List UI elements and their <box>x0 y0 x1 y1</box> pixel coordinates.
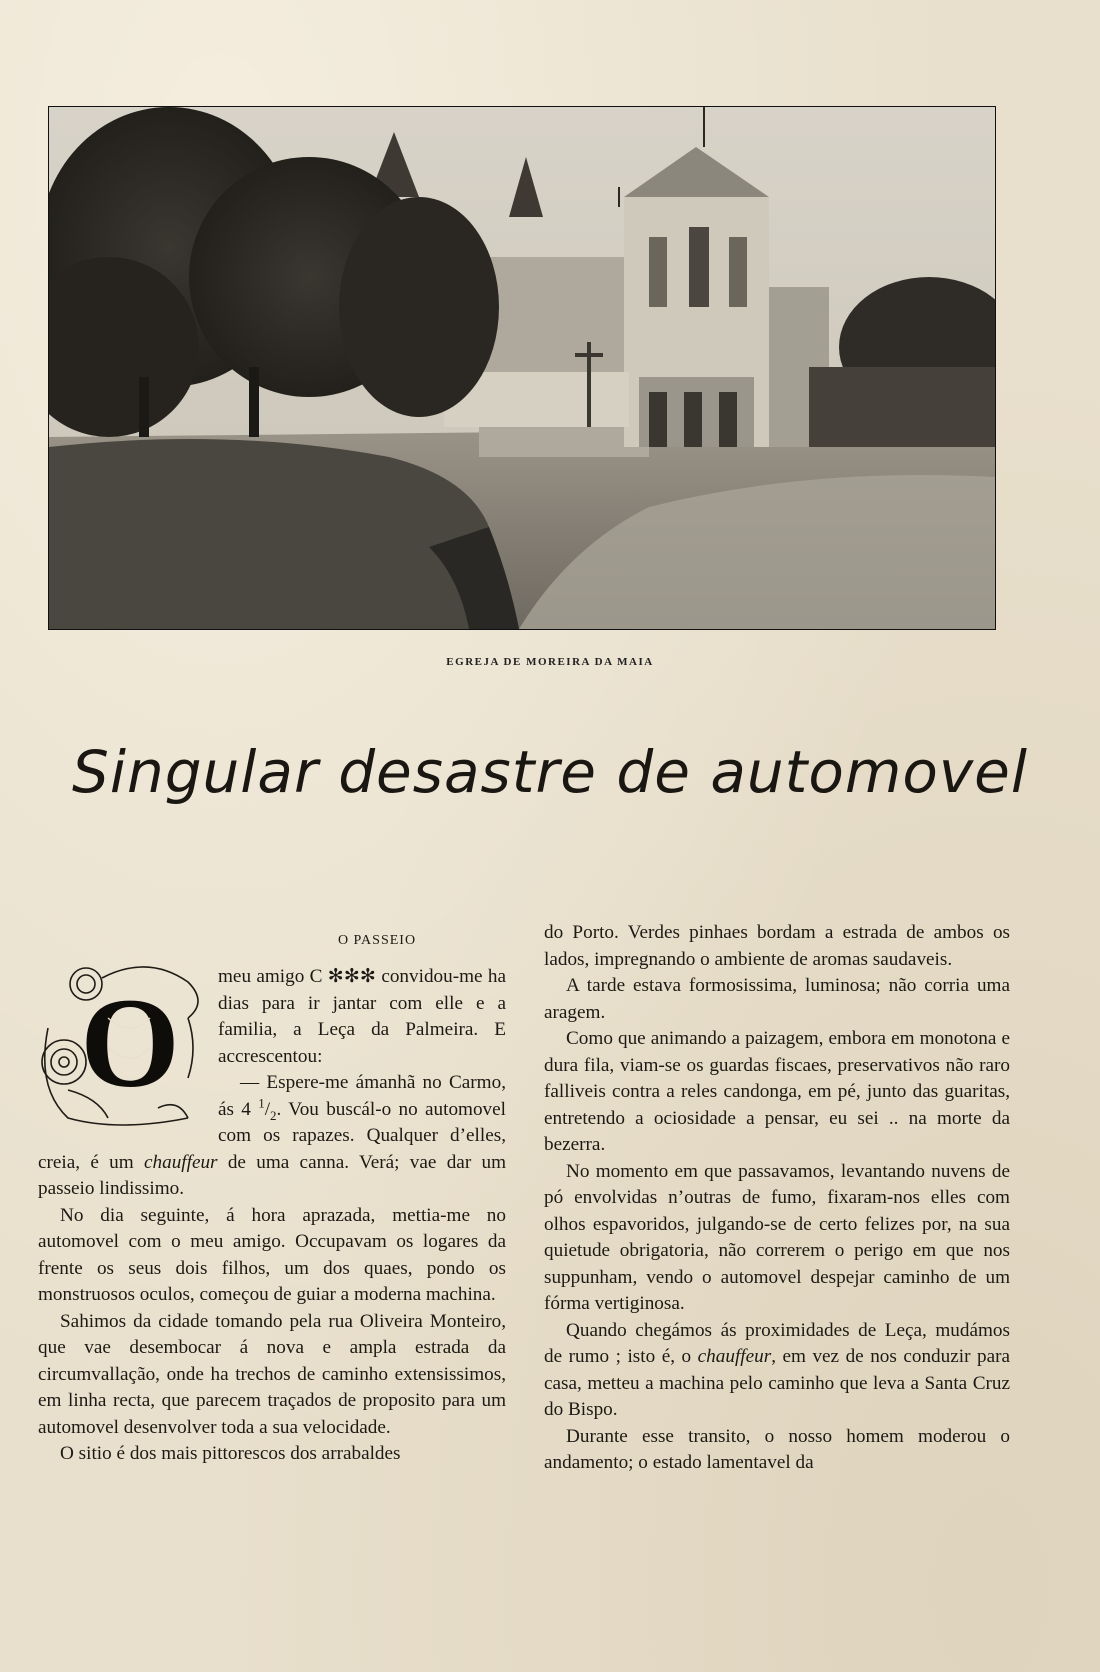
left-column <box>38 926 506 1468</box>
paragraph-4: Sahimos da cidade tomando pela rua Oliveira Monteiro, que vae desembocar á nova e ampla estrada da circumvallação, onde ha trechos de caminho extensissimos, em linha recta, que parecem traçados de proposito para um automovel desenvolver toda a sua velocidade. <box>38 1310 506 1438</box>
paragraph-1: meu amigo C ✻✻✻ convidou-me ha dias para ir jantar com elle e a familia, a Leça da Palmeira. E accrescentou: <box>218 966 506 1067</box>
paragraph-r6: Durante esse transito, o nosso homem moderou o andamento; o estado lamentavel da <box>544 1425 1010 1473</box>
photo-caption: EGREJA DE MOREIRA DA MAIA <box>446 656 654 668</box>
paragraph-r4: No momento em que passavamos, levantando nuvens de pó envolvidas n’outras de fumo, fixaram-nos elles com olhos espavoridos, julgando-se de certo felizes por, na sua quietude obrigatoria, não correrem o perigo em que nos suppunham, vendo o automovel despejar caminho de um fórma vertiginosa. <box>544 1160 1010 1314</box>
church-photo-illustration <box>49 107 995 629</box>
ornamental-dropcap-icon <box>38 958 208 1132</box>
section-heading: O PASSEIO <box>337 933 417 948</box>
church-photograph <box>48 106 996 630</box>
right-column <box>544 920 1010 1477</box>
paragraph-r3: Como que animando a paizagem, embora em monotona e dura fila, viam-se os guardas fiscaes, preservativos não raro falliveis contra a reles candonga, em pé, junto das guaritas, entretendo a ociosidade a pensar, eu sei .. na morte da bezerra. <box>544 1028 1010 1155</box>
article-title: Singular desastre de automovel <box>72 738 1028 806</box>
paragraph-3: No dia seguinte, á hora aprazada, mettia-me no automovel com o meu amigo. Occupavam os logares da frente os seus dois filhos, um dos quaes, pondo os monstruosos oculos, começou de guiar a moderna machina. <box>38 1204 506 1305</box>
paragraph-5: O sitio é dos mais pittorescos dos arrabaldes <box>60 1443 401 1464</box>
dropcap-letter: O <box>80 972 180 1114</box>
paragraph-2: — Espere-me ámanhã no Carmo, ás 4 $^1/_2$. Vou buscál-o no automovel com os rapazes. Qualquer d’elles, creia, é um chauffeur de uma canna. Verá; vae dar um passeio lindissimo. <box>38 1072 507 1199</box>
paragraph-r5: Quando chegámos ás proximidades de Leça, mudámos de rumo ; isto é, o chauffeur, em vez de nos conduzir para casa, metteu a machina pelo caminho que leva a Santa Cruz do Bispo. <box>544 1319 1011 1420</box>
paragraph-r1: do Porto. Verdes pinhaes bordam a estrada de ambos os lados, impregnando o ambiente de aromas saudaveis. <box>544 922 1010 970</box>
ornamental-dropcap <box>38 958 208 1132</box>
paragraph-r2: A tarde estava formosissima, luminosa; não corria uma aragem. <box>544 975 1010 1023</box>
